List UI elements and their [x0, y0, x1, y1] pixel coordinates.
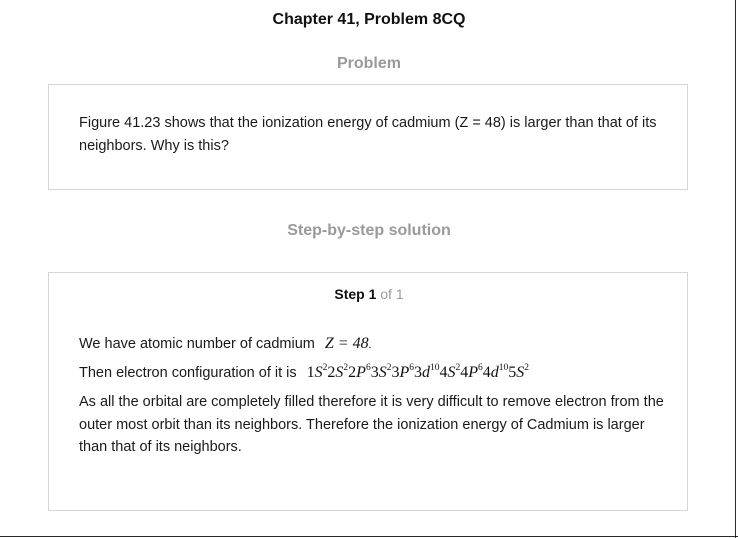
step-indicator: [0, 286, 738, 302]
orbital-letter: S: [335, 364, 344, 381]
orbital-exponent: 2: [343, 363, 349, 373]
orbital-term: [414, 364, 440, 381]
orbital-exponent: 6: [409, 363, 414, 373]
step-line-atomic-number: [79, 335, 371, 353]
orbital-term: [391, 364, 414, 381]
orbital-letter: S: [314, 364, 323, 381]
orbital-exponent: 6: [478, 363, 483, 373]
step-line-configuration: [79, 364, 529, 382]
orbital-term: [439, 364, 460, 381]
atomic-number-text: We have atomic number of cadmium: [79, 336, 315, 352]
orbital-exponent: 6: [365, 363, 371, 373]
orbital-exponent: 10: [498, 363, 509, 373]
orbital-letter: P: [356, 364, 366, 381]
solution-heading: Step-by-step solution: [287, 222, 451, 239]
configuration-text: Then electron configuration of it is: [79, 365, 297, 381]
orbital-exponent: 2: [386, 363, 392, 373]
atomic-number-math: Z = 48: [324, 335, 369, 352]
orbital-shell: 4: [482, 364, 491, 381]
step-explanation: As all the orbital are completely filled therefore it is very difficult to remove electron from the outer most orbit than its neighbors. Therefore the ionization energy of Cadmium is larger than that of its neighbors.: [79, 394, 664, 455]
orbital-shell: 2: [327, 364, 336, 381]
orbital-shell: 3: [413, 364, 422, 381]
orbital-letter: P: [468, 364, 478, 381]
step-count: of 1: [380, 286, 404, 302]
orbital-shell: 1: [306, 364, 315, 381]
orbital-exponent: 2: [455, 363, 461, 373]
orbital-exponent: 10: [429, 363, 440, 373]
atomic-number-suffix: .: [368, 339, 372, 351]
orbital-term: [483, 364, 509, 381]
orbital-term: [371, 364, 392, 381]
orbital-letter: P: [399, 364, 410, 381]
problem-text: Figure 41.23 shows that the ionization energy of cadmium (Z = 48) is larger than that of its neighbors. Why is this?: [79, 115, 657, 154]
page-frame-right: [735, 0, 736, 538]
orbital-exponent: 2: [524, 363, 529, 373]
orbital-shell: 3: [391, 364, 400, 381]
step-label: Step 1: [334, 286, 377, 302]
orbital-term: [348, 364, 371, 381]
electron-configuration: [307, 364, 529, 381]
page-title: Chapter 41, Problem 8CQ: [272, 11, 466, 28]
orbital-term: [460, 364, 483, 381]
orbital-letter: S: [447, 364, 456, 381]
page-frame-bottom: [0, 536, 738, 537]
orbital-shell: 3: [370, 364, 379, 381]
orbital-term: [307, 364, 328, 381]
orbital-exponent: 2: [322, 363, 328, 373]
orbital-term: [327, 364, 348, 381]
orbital-letter: S: [378, 364, 387, 381]
orbital-shell: 5: [508, 364, 517, 381]
orbital-shell: 4: [439, 364, 448, 381]
orbital-letter: d: [421, 364, 430, 381]
orbital-letter: S: [516, 364, 525, 381]
orbital-letter: d: [490, 364, 499, 381]
problem-heading: Problem: [336, 55, 401, 72]
orbital-shell: 2: [348, 364, 357, 381]
orbital-term: [508, 364, 529, 381]
orbital-shell: 4: [460, 364, 469, 381]
